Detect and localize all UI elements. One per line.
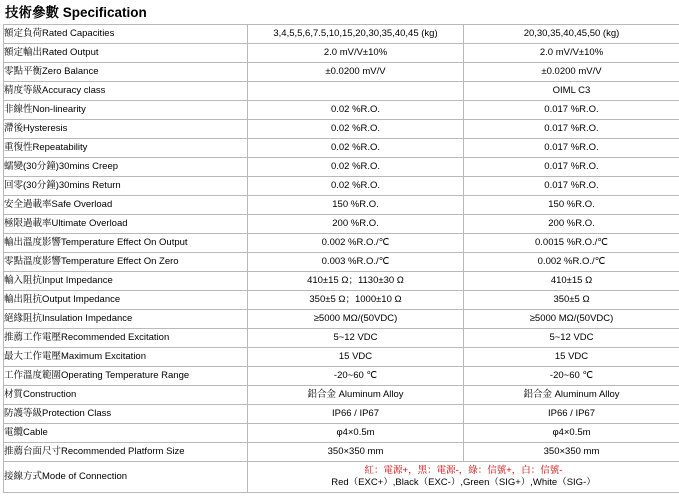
row-value-col2: φ4×0.5m: [464, 424, 679, 443]
table-row: [4, 329, 679, 348]
row-label: 安全過載率Safe Overload: [4, 196, 248, 215]
row-value-col2: 鋁合金 Aluminum Alloy: [464, 386, 679, 405]
row-value-col2: 0.017 %R.O.: [464, 158, 679, 177]
connection-line-cn: 紅：電源+，黑：電源-，綠：信號+，白：信號-: [364, 465, 563, 476]
table-row: [4, 348, 679, 367]
row-label: 額定負荷Rated Capacities: [4, 25, 248, 44]
row-value-col2: 0.017 %R.O.: [464, 120, 679, 139]
table-row: [4, 82, 679, 101]
row-label: 最大工作電壓Maximum Excitation: [4, 348, 248, 367]
row-value-col1: 150 %R.O.: [248, 196, 464, 215]
table-row: [4, 101, 679, 120]
row-value-col2: IP66 / IP67: [464, 405, 679, 424]
row-label: 滯後Hysteresis: [4, 120, 248, 139]
connection-line-en: Red（EXC+）,Black（EXC-）,Green（SIG+）,White（SIG-）: [331, 477, 596, 488]
row-value-col2: 5~12 VDC: [464, 329, 679, 348]
row-value-col1: 15 VDC: [248, 348, 464, 367]
table-row: [4, 234, 679, 253]
row-label: 零點平衡Zero Balance: [4, 63, 248, 82]
table-row: [4, 44, 679, 63]
row-value-col2: 20,30,35,40,45,50 (kg): [464, 25, 679, 44]
row-value-col1: -20~60 ℃: [248, 367, 464, 386]
row-value-col1: 0.002 %R.O./℃: [248, 234, 464, 253]
row-value-col1: IP66 / IP67: [248, 405, 464, 424]
page-title: 技術參數 Specification: [5, 5, 147, 20]
row-label: 重復性Repeatability: [4, 139, 248, 158]
row-label: 精度等級Accuracy class: [4, 82, 248, 101]
table-row: [4, 443, 679, 462]
row-value-col2: 350±5 Ω: [464, 291, 679, 310]
row-value-col1: 0.003 %R.O./℃: [248, 253, 464, 272]
table-row: [4, 405, 679, 424]
row-value-col2: 2.0 mV/V±10%: [464, 44, 679, 63]
row-value-col1: 410±15 Ω；1130±30 Ω: [248, 272, 464, 291]
row-label: 工作溫度範圍Operating Temperature Range: [4, 367, 248, 386]
row-label: 蠕變(30分鐘)30mins Creep: [4, 158, 248, 177]
table-row: [4, 158, 679, 177]
row-label: 防護等級Protection Class: [4, 405, 248, 424]
table-row: [4, 215, 679, 234]
table-row: [4, 177, 679, 196]
row-value-col1: φ4×0.5m: [248, 424, 464, 443]
row-value-col1: ≥5000 MΩ/(50VDC): [248, 310, 464, 329]
row-value-col2: 0.017 %R.O.: [464, 101, 679, 120]
row-label: 額定輸出Rated Output: [4, 44, 248, 63]
table-row: [4, 291, 679, 310]
row-value-col1: ±0.0200 mV/V: [248, 63, 464, 82]
table-row: [4, 272, 679, 291]
table-body: [4, 25, 679, 493]
table-row: [4, 139, 679, 158]
connection-label: 接線方式Mode of Connection: [4, 462, 248, 493]
specification-table: [3, 24, 679, 493]
row-label: 絕緣阻抗Insulation Impedance: [4, 310, 248, 329]
row-value-col1: 0.02 %R.O.: [248, 139, 464, 158]
row-value-col1: [248, 82, 464, 101]
table-row: [4, 424, 679, 443]
row-value-col2: ≥5000 MΩ/(50VDC): [464, 310, 679, 329]
row-value-col1: 鋁合金 Aluminum Alloy: [248, 386, 464, 405]
table-row: [4, 25, 679, 44]
row-value-col1: 0.02 %R.O.: [248, 120, 464, 139]
row-value-col2: 150 %R.O.: [464, 196, 679, 215]
table-row: [4, 310, 679, 329]
row-value-col1: 350×350 mm: [248, 443, 464, 462]
row-value-col1: 2.0 mV/V±10%: [248, 44, 464, 63]
table-row: [4, 120, 679, 139]
row-value-col2: 0.017 %R.O.: [464, 177, 679, 196]
row-label: 非線性Non-linearity: [4, 101, 248, 120]
row-value-col2: ±0.0200 mV/V: [464, 63, 679, 82]
row-value-col1: 0.02 %R.O.: [248, 158, 464, 177]
connection-value: [248, 462, 679, 493]
row-value-col1: 5~12 VDC: [248, 329, 464, 348]
row-label: 材質Construction: [4, 386, 248, 405]
row-value-col2: -20~60 ℃: [464, 367, 679, 386]
table-row: [4, 253, 679, 272]
row-value-col2: 0.0015 %R.O./℃: [464, 234, 679, 253]
row-label: 回零(30分鐘)30mins Return: [4, 177, 248, 196]
row-label: 推薦台面尺寸Recommended Platform Size: [4, 443, 248, 462]
table-row: [4, 367, 679, 386]
row-value-col2: 200 %R.O.: [464, 215, 679, 234]
row-label: 輸出溫度影響Temperature Effect On Output: [4, 234, 248, 253]
row-label: 零點溫度影響Temperature Effect On Zero: [4, 253, 248, 272]
row-value-col1: 350±5 Ω；1000±10 Ω: [248, 291, 464, 310]
row-label: 電纜Cable: [4, 424, 248, 443]
row-value-col1: 0.02 %R.O.: [248, 177, 464, 196]
row-value-col2: 15 VDC: [464, 348, 679, 367]
row-label: 輸入阻抗Input Impedance: [4, 272, 248, 291]
row-value-col2: 0.017 %R.O.: [464, 139, 679, 158]
row-label: 推薦工作電壓Recommended Excitation: [4, 329, 248, 348]
row-value-col1: 200 %R.O.: [248, 215, 464, 234]
table-row: [4, 63, 679, 82]
row-label: 極限過載率Ultimate Overload: [4, 215, 248, 234]
row-value-col2: 350×350 mm: [464, 443, 679, 462]
table-row: [4, 386, 679, 405]
table-row: [4, 196, 679, 215]
row-value-col2: 410±15 Ω: [464, 272, 679, 291]
row-value-col1: 3,4,5,5,6,7.5,10,15,20,30,35,40,45 (kg): [248, 25, 464, 44]
row-value-col1: 0.02 %R.O.: [248, 101, 464, 120]
row-label: 輸出阻抗Output Impedance: [4, 291, 248, 310]
row-value-col2: OIML C3: [464, 82, 679, 101]
table-row-connection: [4, 462, 679, 493]
row-value-col2: 0.002 %R.O./℃: [464, 253, 679, 272]
